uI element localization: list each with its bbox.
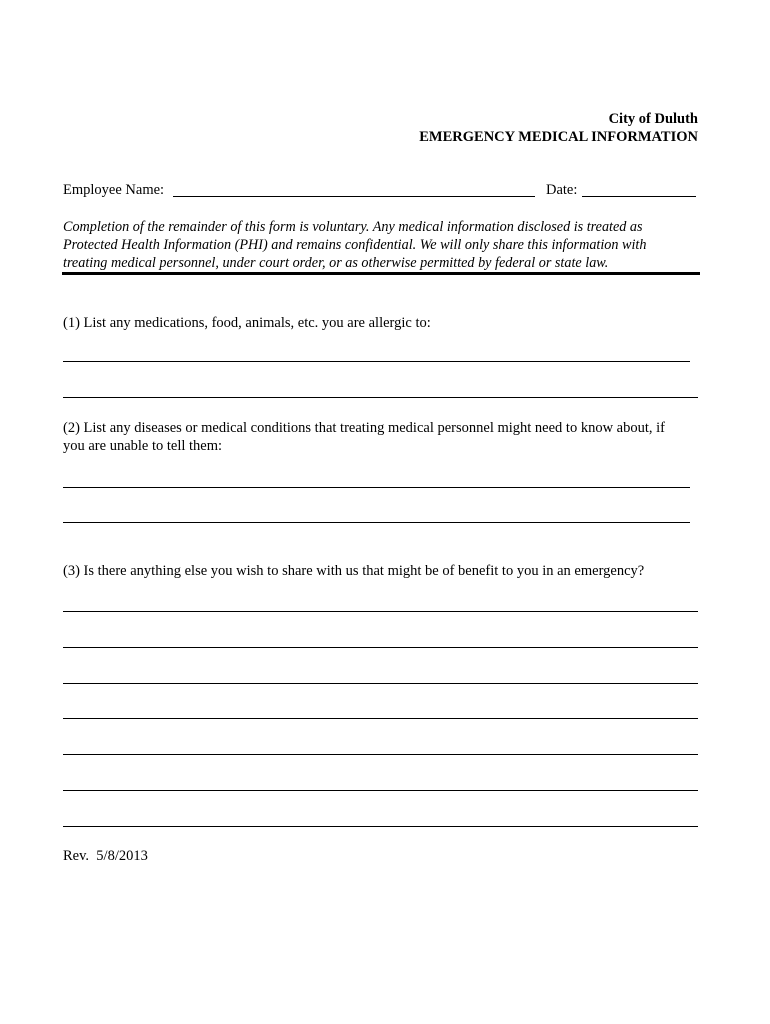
answer-line-other-4[interactable] bbox=[63, 718, 698, 719]
answer-line-other-7[interactable] bbox=[63, 826, 698, 827]
employee-name-field[interactable] bbox=[173, 182, 535, 197]
date-label: Date: bbox=[546, 182, 578, 198]
answer-line-conditions-2[interactable] bbox=[63, 522, 690, 523]
answer-line-other-3[interactable] bbox=[63, 683, 698, 684]
question-allergies bbox=[63, 314, 703, 332]
employee-name-label: Employee Name: bbox=[63, 182, 165, 198]
notice-line: Protected Health Information (PHI) and remains confidential. We will only share this information with bbox=[63, 237, 647, 253]
answer-line-allergies-1[interactable] bbox=[63, 361, 690, 362]
question-text: (2) List any diseases or medical conditions that treating medical personnel might need to know about, if bbox=[63, 420, 665, 436]
notice-line: Completion of the remainder of this form is voluntary. Any medical information disclosed is treated as bbox=[63, 219, 643, 235]
question-medical-conditions bbox=[63, 419, 703, 455]
question-other-info bbox=[63, 562, 703, 580]
answer-line-other-6[interactable] bbox=[63, 790, 698, 791]
question-text: (3) Is there anything else you wish to share with us that might be of benefit to you in an emergency? bbox=[63, 563, 645, 579]
question-text: you are unable to tell them: bbox=[63, 438, 223, 454]
date-field[interactable] bbox=[582, 182, 696, 197]
answer-line-allergies-2[interactable] bbox=[63, 397, 698, 398]
confidentiality-notice bbox=[63, 218, 703, 272]
notice-line: treating medical personnel, under court order, or as otherwise permitted by federal or state law. bbox=[63, 255, 609, 271]
section-divider bbox=[62, 272, 700, 275]
answer-line-conditions-1[interactable] bbox=[63, 487, 690, 488]
form-title: EMERGENCY MEDICAL INFORMATION bbox=[419, 129, 698, 145]
answer-line-other-1[interactable] bbox=[63, 611, 698, 612]
answer-line-other-5[interactable] bbox=[63, 754, 698, 755]
question-text: (1) List any medications, food, animals, etc. you are allergic to: bbox=[63, 315, 431, 331]
revision-date: Rev. 5/8/2013 bbox=[63, 848, 148, 864]
employee-info-row bbox=[63, 182, 699, 202]
answer-line-other-2[interactable] bbox=[63, 647, 698, 648]
organization-name: City of Duluth bbox=[608, 111, 698, 127]
